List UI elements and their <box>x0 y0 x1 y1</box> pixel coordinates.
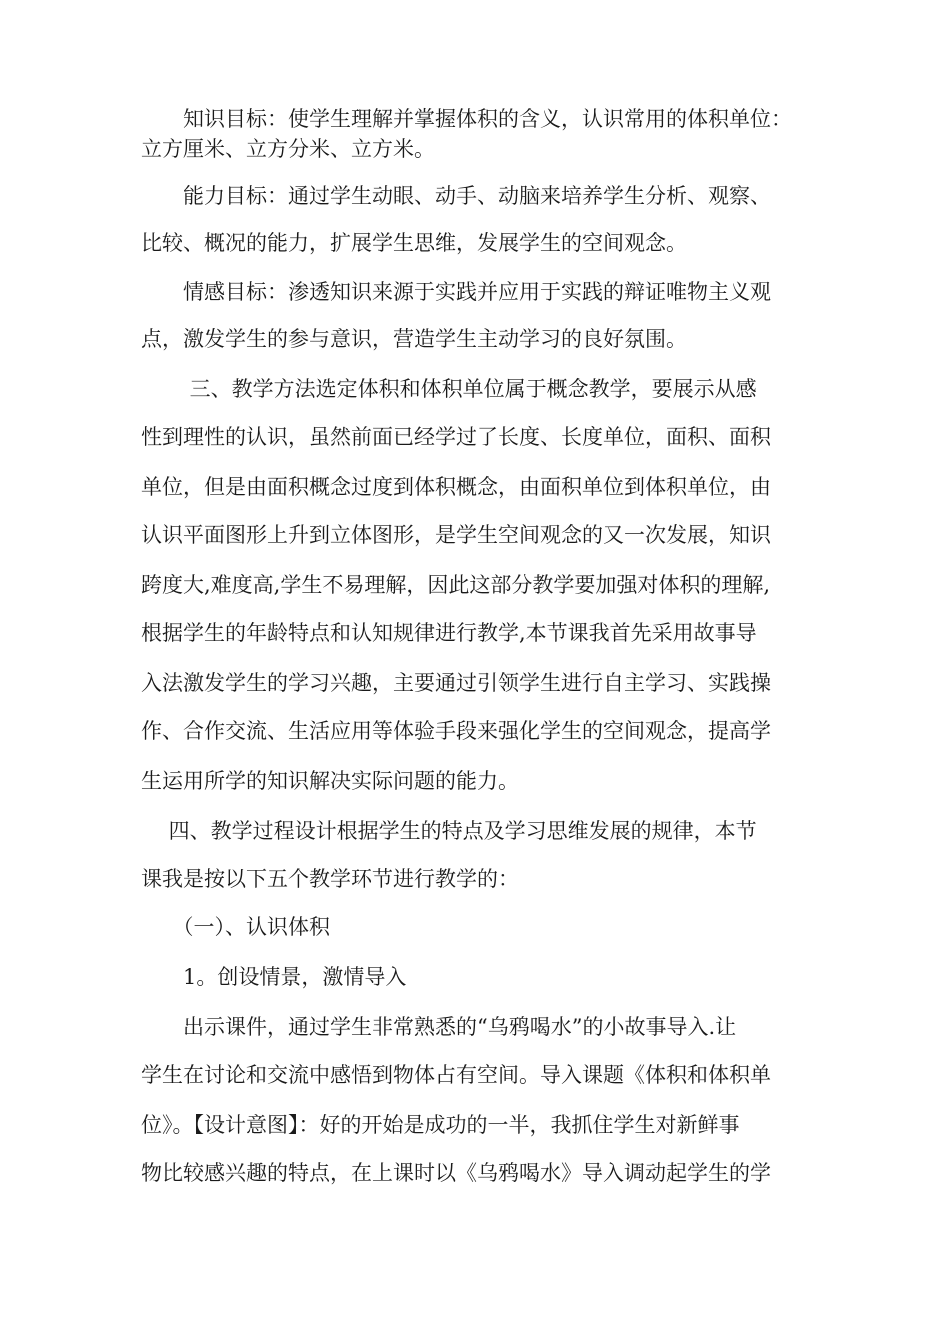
text-line: 生运用所学的知识解决实际问题的能力。 <box>141 769 519 793</box>
text-line: 物比较感兴趣的特点，在上课时以《乌鸦喝水》导入调动起学生的学 <box>141 1161 771 1185</box>
text-line: 能力目标：通过学生动眼、动手、动脑来培养学生分析、观察、 <box>141 184 771 208</box>
text-line: 点，激发学生的参与意识，营造学生主动学习的良好氛围。 <box>141 327 687 351</box>
text-line: 入法激发学生的学习兴趣，主要通过引领学生进行自主学习、实践操 <box>141 671 771 695</box>
text-line: 1。创设情景，激情导入 <box>141 965 407 989</box>
text-line: 单位，但是由面积概念过度到体积概念，由面积单位到体积单位，由 <box>141 475 771 499</box>
text-line: 出示课件，通过学生非常熟悉的“乌鸦喝水”的小故事导入.让 <box>141 1015 737 1039</box>
text-line: 认识平面图形上升到立体图形，是学生空间观念的又一次发展，知识 <box>141 523 771 547</box>
text-line: 性到理性的认识，虽然前面已经学过了长度、长度单位，面积、面积 <box>141 425 771 449</box>
text-line: 根据学生的年龄特点和认知规律进行教学,本节课我首先采用故事导 <box>141 621 757 645</box>
text-line: 比较、概况的能力，扩展学生思维，发展学生的空间观念。 <box>141 231 687 255</box>
text-line: （一）、认识体积 <box>141 915 330 939</box>
text-line: 作、合作交流、生活应用等体验手段来强化学生的空间观念，提高学 <box>141 719 771 743</box>
text-line: 立方厘米、立方分米、立方米。 <box>141 137 435 161</box>
text-line: 三、教学方法选定体积和体积单位属于概念教学，要展示从感 <box>141 377 757 401</box>
text-line: 情感目标：渗透知识来源于实践并应用于实践的辩证唯物主义观 <box>141 280 771 304</box>
text-line: 学生在讨论和交流中感悟到物体占有空间。导入课题《体积和体积单 <box>141 1063 771 1087</box>
text-line: 知识目标：使学生理解并掌握体积的含义，认识常用的体积单位： <box>141 107 792 131</box>
text-line: 跨度大,难度高,学生不易理解，因此这部分教学要加强对体积的理解, <box>141 573 771 597</box>
text-line: 位》。【设计意图】：好的开始是成功的一半，我抓住学生对新鲜事 <box>141 1113 740 1137</box>
text-line: 课我是按以下五个教学环节进行教学的： <box>141 867 519 891</box>
text-line: 四、教学过程设计根据学生的特点及学习思维发展的规律，本节 <box>141 819 757 843</box>
